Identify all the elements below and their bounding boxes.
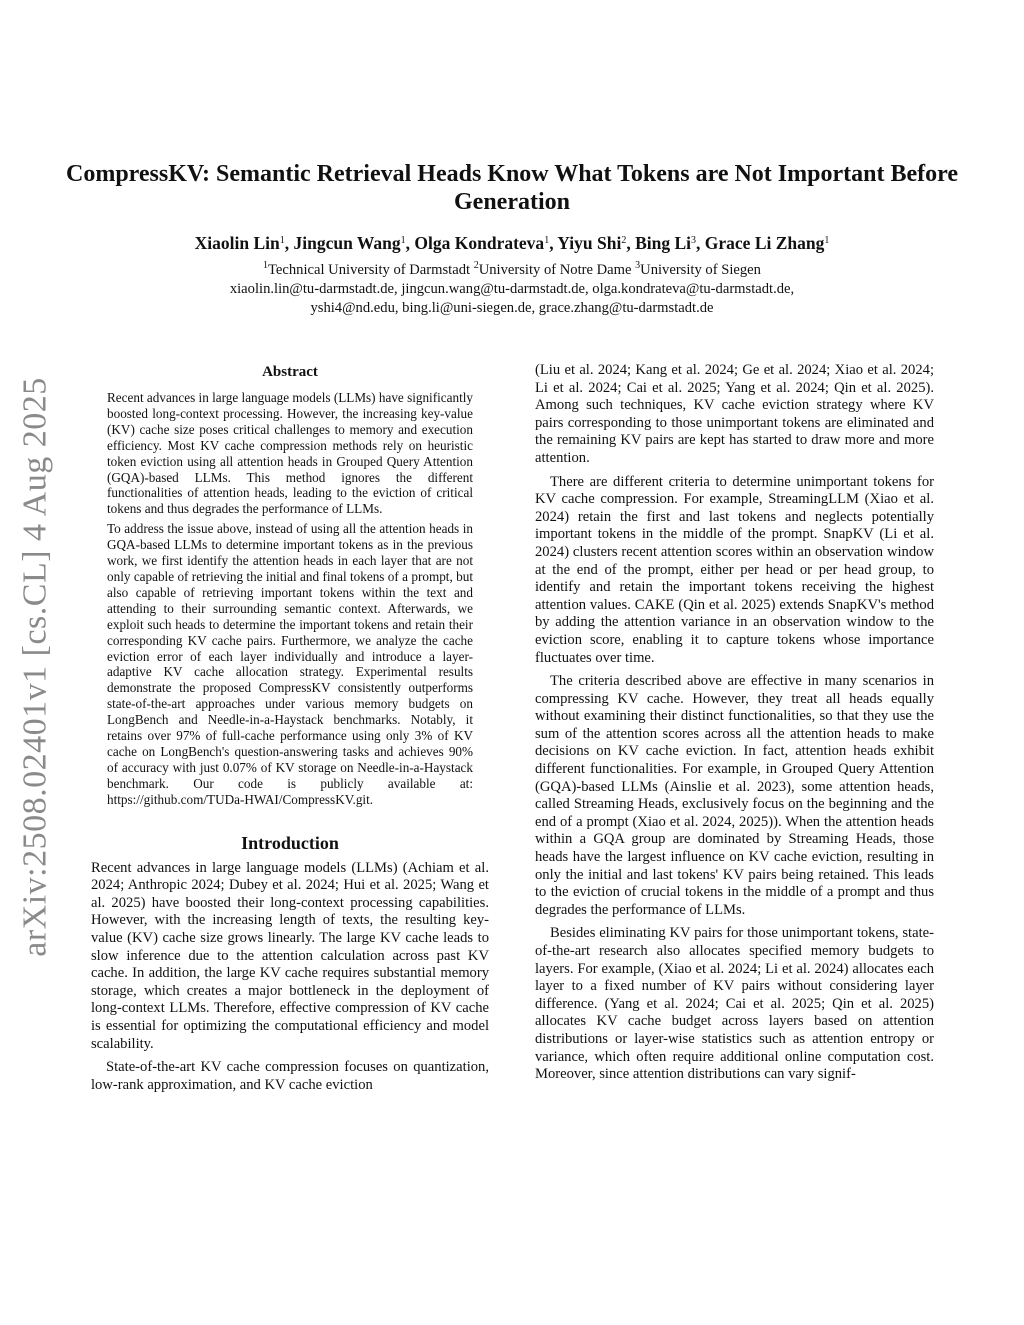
- arxiv-identifier-sidebar: [6, 378, 66, 956]
- affiliation-name: University of Notre Dame: [478, 262, 632, 278]
- affiliation-name: Technical University of Darmstadt: [268, 262, 471, 278]
- email-line: xiaolin.lin@tu-darmstadt.de, jingcun.wang@tu-darmstadt.de, olga.kondrateva@tu-darmstadt.de,: [229, 281, 795, 297]
- author-affiliation-mark: 1: [544, 235, 550, 246]
- body-paragraph: State-of-the-art KV cache compression focuses on quantization, low-rank approximation, and KV cache eviction: [91, 1059, 489, 1093]
- paper-title: CompressKV: Semantic Retrieval Heads Know What Tokens are Not Important Before Generation: [66, 161, 958, 215]
- author-name: Xiaolin Lin: [194, 233, 280, 253]
- abstract-paragraph: To address the issue above, instead of using all the attention heads in GQA-based LLMs to determine important tokens as in the previous work, we first identify the attention heads in each layer that are not only capable of retrieving the initial and final tokens of a prompt, but also capable of retrieving important tokens within the text and attending to their surrounding semantic context. Afterwards, we exploit such heads to determine the important tokens and retain their corresponding KV cache pairs. Furthermore, we analyze the cache eviction error of each layer individually and introduce a layer-adaptive KV cache allocation strategy. Experimental results demonstrate the proposed CompressKV consistently outperforms state-of-the-art approaches under various memory budgets on LongBench and Needle-in-a-Haystack benchmarks. Notably, it retains over 97% of full-cache performance using only 3% of KV cache on LongBench's question-answering tasks and achieves 90% of accuracy with just 0.07% of KV storage on Needle-in-a-Haystack benchmark. Our code is publicly available at: https://github.com/TUDa-HWAI/CompressKV.git.: [107, 521, 473, 807]
- affiliation-mark: 3: [635, 260, 641, 271]
- affiliation-list: [60, 261, 964, 280]
- body-paragraph: The criteria described above are effective in many scenarios in compressing KV cache. However, they treat all heads equally without examining their distinct functionalities, so that they use the sum of the attention scores across all the attention heads to make decisions on KV cache eviction. In fact, attention heads exhibit different functionalities. For example, in Grouped Query Attention (GQA)-based LLMs (Ainslie et al. 2023), some attention heads, called Streaming Heads, exclusively focus on the beginning and the end of a prompt (Xiao et al. 2024, 2025)). When the attention heads within a GQA group are dominated by Streaming Heads, those heads have the largest influence on KV cache eviction, resulting in only the initial and last tokens' KV pairs being retained. This leads to the eviction of crucial tokens in the middle of a prompt and thus degrades the performance of LLMs.: [535, 673, 934, 918]
- abstract-paragraph: Recent advances in large language models (LLMs) have significantly boosted long-context processing. However, the increasing key-value (KV) cache size poses critical challenges to memory and execution efficiency. Most KV cache compression methods rely on heuristic token eviction using all attention heads in Grouped Query Attention (GQA)-based LLMs. This method ignores the different functionalities of attention heads, leading to the eviction of critical tokens and thus degrades the performance of LLMs.: [107, 390, 473, 517]
- author-list: Xiaolin Lin$^1$, Jingcun Wang$^1$, Olga Kondrateva$^1$, Yiyu Shi$^2$, Bing Li$^3$, Grace Li Zhang$^1$: [194, 233, 830, 253]
- author-affiliation-mark: 1: [824, 235, 830, 246]
- body-paragraph: There are different criteria to determine unimportant tokens for KV cache compression. For example, StreamingLLM (Xiao et al. 2024) retain the first and last tokens and neglects potentially important tokens in the middle of the prompt. SnapKV (Li et al. 2024) clusters recent attention scores within an observation window at the end of the prompt, either per head or per head group, to identify and retain the important tokens receiving the highest attention values. CAKE (Qin et al. 2025) extends SnapKV's method by adding the attention variance in an observation window to the eviction score, enabling it to capture tokens whose importance fluctuates over time.: [535, 473, 934, 666]
- body-paragraph: (Liu et al. 2024; Kang et al. 2024; Ge et al. 2024; Xiao et al. 2024; Li et al. 2024; Cai et al. 2025; Yang et al. 2024; Qin et al. 2025). Among such techniques, KV cache eviction strategy where KV pairs corresponding to those unimportant tokens are eliminated and the remaining KV pairs are kept has started to draw more and more attention.: [535, 362, 934, 466]
- author-name: Yiyu Shi: [557, 233, 622, 253]
- left-column: [91, 362, 489, 1100]
- introduction-heading: Introduction: [241, 832, 339, 853]
- affiliation-mark: 1: [263, 260, 269, 271]
- abstract-body: [107, 390, 473, 808]
- author-name: Jingcun Wang: [293, 233, 401, 253]
- body-paragraph: Recent advances in large language models (LLMs) (Achiam et al. 2024; Anthropic 2024; Dubey et al. 2024; Hui et al. 2025; Wang et al. 2025) have boosted their long-context processing capabilities. However, with the increasing length of texts, the resulting key-value (KV) cache size grows linearly. The large KV cache leads to slow inference due to the attention calculation across past KV cache. In addition, the large KV cache requires substantial memory storage, which creates a major bottleneck in the deployment of long-context LLMs. Therefore, effective compression of KV cache is essential for optimizing the computational efficiency and model scalability.: [91, 859, 489, 1052]
- author-affiliation-mark: 2: [621, 235, 627, 246]
- author-affiliation-mark: 1: [400, 235, 406, 246]
- author-name: Bing Li: [635, 233, 692, 253]
- author-name: Grace Li Zhang: [704, 233, 825, 253]
- arxiv-identifier: arXiv:2508.02401v1 [cs.CL] 4 Aug 2025: [17, 377, 55, 957]
- right-column: [535, 362, 934, 1090]
- author-affiliation-mark: 3: [691, 235, 697, 246]
- abstract-heading: Abstract: [262, 364, 318, 380]
- email-line: yshi4@nd.edu, bing.li@uni-siegen.de, grace.zhang@tu-darmstadt.de: [310, 300, 714, 316]
- affiliation-name: University of Siegen: [640, 262, 761, 278]
- affiliation-mark: 2: [473, 260, 479, 271]
- email-list: [60, 280, 964, 318]
- author-name: Olga Kondrateva: [414, 233, 545, 253]
- author-affiliation-mark: 1: [279, 235, 285, 246]
- body-paragraph: Besides eliminating KV pairs for those unimportant tokens, state-of-the-art research also allocates specified memory budgets to layers. For example, (Xiao et al. 2024; Li et al. 2024) allocates each layer to a fixed number of KV pairs without considering layer difference. (Yang et al. 2024; Cai et al. 2025; Qin et al. 2025) allocates KV cache budget across layers based on attention distributions or layer-wise statistics such as attention entropy or variance, which often require additional online computation cost. Moreover, since attention distributions can vary signif-: [535, 925, 934, 1083]
